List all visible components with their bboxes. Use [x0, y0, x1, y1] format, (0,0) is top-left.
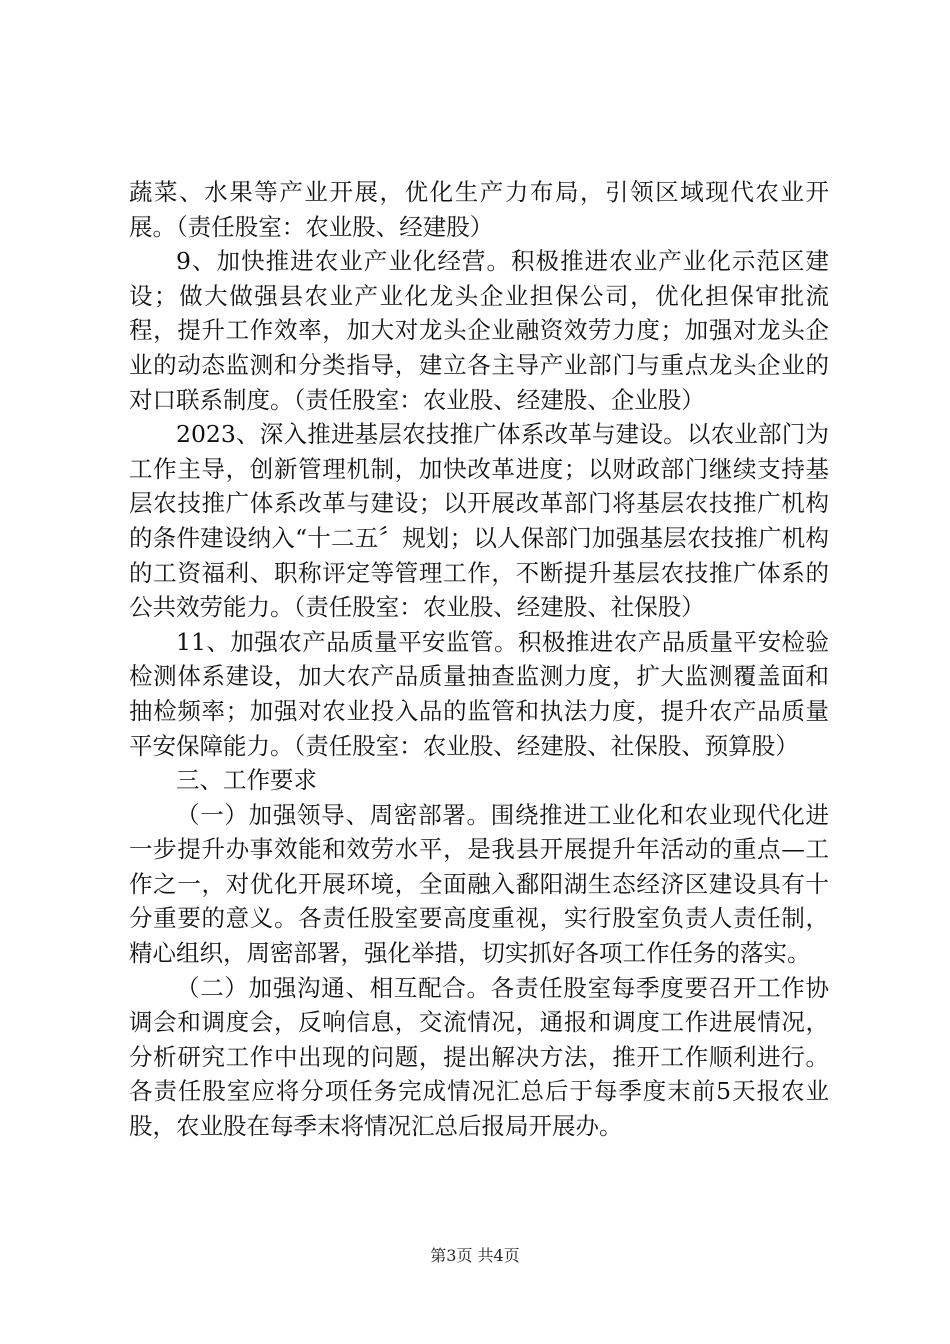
paragraph-item-10-agri-tech-extension: 2023、深入推进基层农技推广体系改革与建设。以农业部门为工作主导，创新管理机制，加快改革进度；以财政部门继续支持基层农技推广体系改革与建设；以开展改革部门将基层农技推广机构的条件建设纳入“十二五〞规划；以人保部门加强基层农技推广机构的工资福利、职称评定等管理工作，不断提升基层农技推广体系的公共效劳能力。（责任股室：农业股、经建股、社保股）	[129, 420, 829, 622]
paragraph-requirement-1-leadership: （一）加强领导、周密部署。围绕推进工业化和农业现代化进一步提升办事效能和效劳水平，是我县开展提升年活动的重点—工作之一，对优化开展环境，全面融入鄱阳湖生态经济区建设具有十分重要的意义。各责任股室要高度重视，实行股室负责人责任制，精心组织，周密部署，强化举措，切实抓好各项工作任务的落实。	[129, 800, 829, 968]
paragraph-vegetable-fruit: 蔬菜、水果等产业开展，优化生产力布局，引领区域现代农业开展。（责任股室：农业股、经建股）	[129, 178, 829, 241]
document-body	[129, 175, 829, 1144]
paragraph-requirement-2-communication: （二）加强沟通、相互配合。各责任股室每季度要召开工作协调会和调度会，反响信息，交流情况，通报和调度工作进展情况，分析研究工作中出现的问题，提出解决方法，推开工作顺利进行。各责任股室应将分项任务完成情况汇总后于每季度末前5天报农业股，农业股在每季末将情况汇总后报局开展办。	[129, 973, 829, 1141]
page-number-footer: 第3页 共4页	[430, 1246, 520, 1265]
paragraph-item-11-product-safety: 11、加强农产品质量平安监管。积极推进农产品质量平安检验检测体系建设，加大农产品质量抽查监测力度，扩大监测覆盖面和抽检频率；加强对农业投入品的监管和执法力度，提升农产品质量平安保障能力。（责任股室：农业股、经建股、社保股、预算股）	[129, 627, 829, 760]
section-heading-work-requirements: 三、工作要求	[176, 766, 317, 795]
paragraph-item-9-industrialization: 9、加快推进农业产业化经营。积极推进农业产业化示范区建设；做大做强县农业产业化龙头企业担保公司，优化担保审批流程，提升工作效率，加大对龙头企业融资效劳力度；加强对龙头企业的动态监测和分类指导，建立各主导产业部门与重点龙头企业的对口联系制度。（责任股室：农业股、经建股、企业股）	[129, 247, 829, 414]
